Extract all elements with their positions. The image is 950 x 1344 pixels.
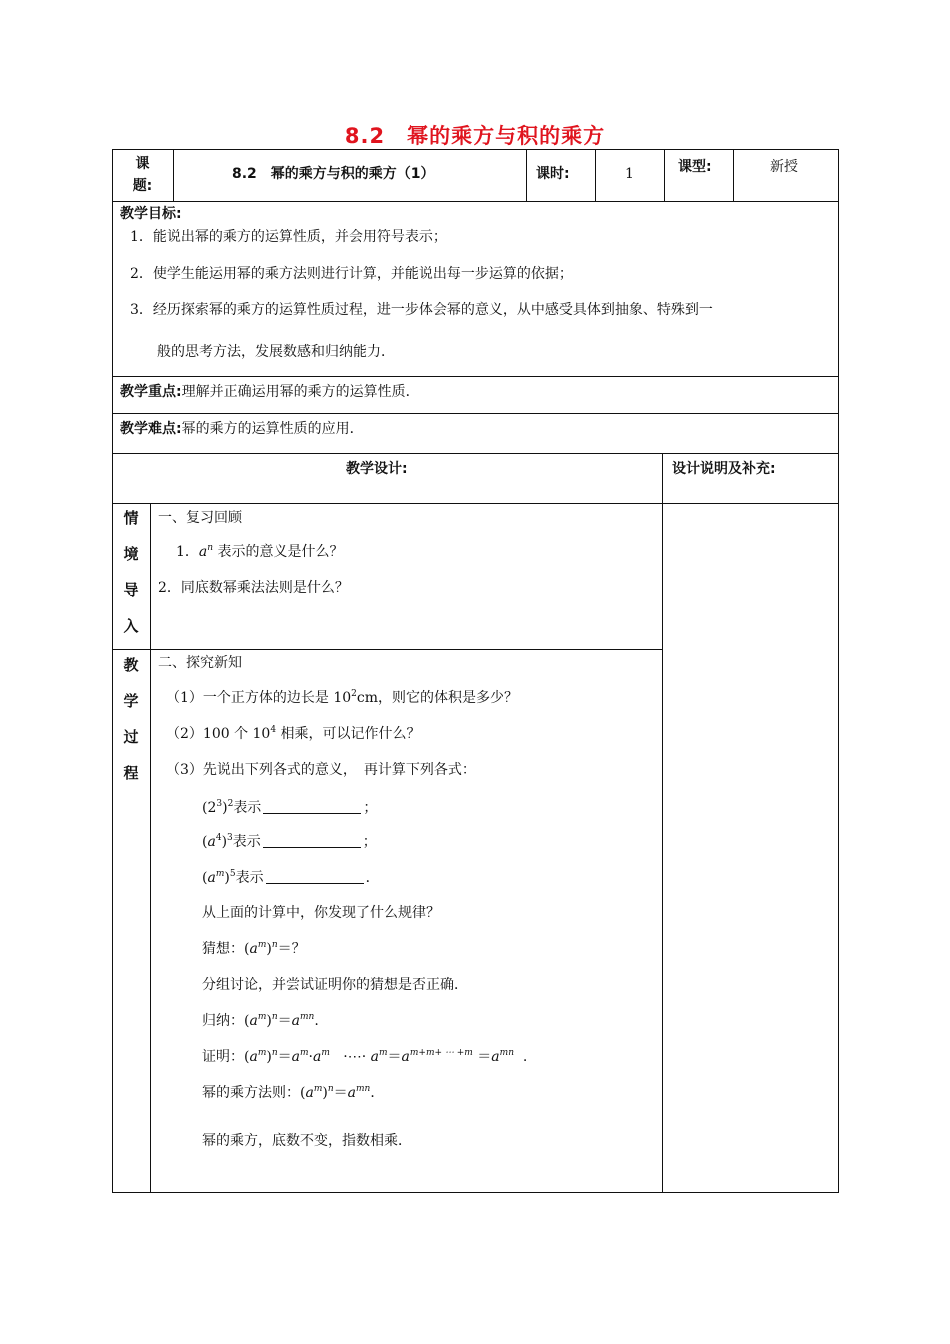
design-header-left: 教学设计: <box>346 461 408 477</box>
objective-item: 1．能说出幂的乘方的运算性质，并会用符号表示； <box>130 229 447 245</box>
expression-2: $(a^4)^3$表示 ； <box>202 833 377 850</box>
expression-1: $(2^3)^2$表示 ； <box>202 799 378 816</box>
objectives-label: 教学目标: <box>120 206 182 222</box>
expression-3: $(a^m)^5$表示 ． <box>202 869 380 886</box>
induction: 归纳：$(a^m)^n=a^{mn}$. <box>202 1012 319 1029</box>
col-divider <box>526 149 527 201</box>
col-divider <box>733 149 734 201</box>
row-divider <box>112 503 839 504</box>
difficulty: 教学难点:幂的乘方的运算性质的应用． <box>120 421 364 437</box>
row-divider <box>112 413 839 414</box>
review-question-2: 2．同底数幂乘法法则是什么？ <box>158 580 349 596</box>
type-value: 新授 <box>770 159 798 175</box>
hours-label: 课时: <box>536 166 570 182</box>
section-heading: 一、复习回顾 <box>158 510 242 526</box>
col-divider <box>173 149 174 201</box>
section-side-label: 情 境 导 入 <box>123 509 139 635</box>
col-divider <box>664 149 665 201</box>
section-heading: 二、探究新知 <box>158 655 242 671</box>
objective-item: 3．经历探索幂的乘方的运算性质过程，进一步体会幂的意义，从中感受具体到抽象、特殊到一 <box>130 302 713 318</box>
row-divider <box>112 649 663 650</box>
power-law-summary: 幂的乘方，底数不变，指数相乘． <box>202 1133 412 1149</box>
col-divider <box>150 503 151 1193</box>
page-title: 8.2 幂的乘方与积的乘方 <box>344 124 606 148</box>
objective-item: 般的思考方法，发展数感和归纳能力． <box>157 344 395 360</box>
guess: 猜想：$(a^m)^n=$？ <box>202 940 306 957</box>
row-divider <box>112 453 839 454</box>
row-divider <box>112 201 839 202</box>
topic-value: 8.2 幂的乘方与积的乘方（1） <box>232 166 435 182</box>
power-law: 幂的乘方法则：$(a^m)^n=a^{mn}$． <box>202 1084 385 1101</box>
problem-2: （2）100 个 $10^4$ 相乘，可以记作什么？ <box>166 725 421 742</box>
problem-1: （1）一个正方体的边长是 $10^2cm$，则它的体积是多少？ <box>166 689 519 706</box>
type-label: 课型: <box>678 159 712 175</box>
col-divider <box>662 453 663 1193</box>
proof: 证明：$(a^m)^n=a^m\cdot a^m$ ·⋯· $a^m=a^{m+m+ \cdots +m} =a^{mn}$ . <box>202 1048 528 1065</box>
hours-value: 1 <box>625 166 634 182</box>
design-header-right: 设计说明及补充: <box>672 461 776 477</box>
objective-item: 2．使学生能运用幂的乘方法则进行计算，并能说出每一步运算的依据； <box>130 266 573 282</box>
section-side-label: 教 学 过 程 <box>123 656 139 782</box>
key-point: 教学重点:理解并正确运用幂的乘方的运算性质． <box>120 384 420 400</box>
discover-question: 从上面的计算中，你发现了什么规律？ <box>202 905 440 921</box>
problem-3: （3）先说出下列各式的意义， 再计算下列各式： <box>166 762 476 778</box>
col-divider <box>595 149 596 201</box>
discuss: 分组讨论，并尝试证明你的猜想是否正确． <box>202 977 468 993</box>
review-question-1: 1．$a^n$ 表示的意义是什么？ <box>176 543 344 560</box>
row-divider <box>112 376 839 377</box>
topic-label: 课 题: <box>132 156 153 194</box>
